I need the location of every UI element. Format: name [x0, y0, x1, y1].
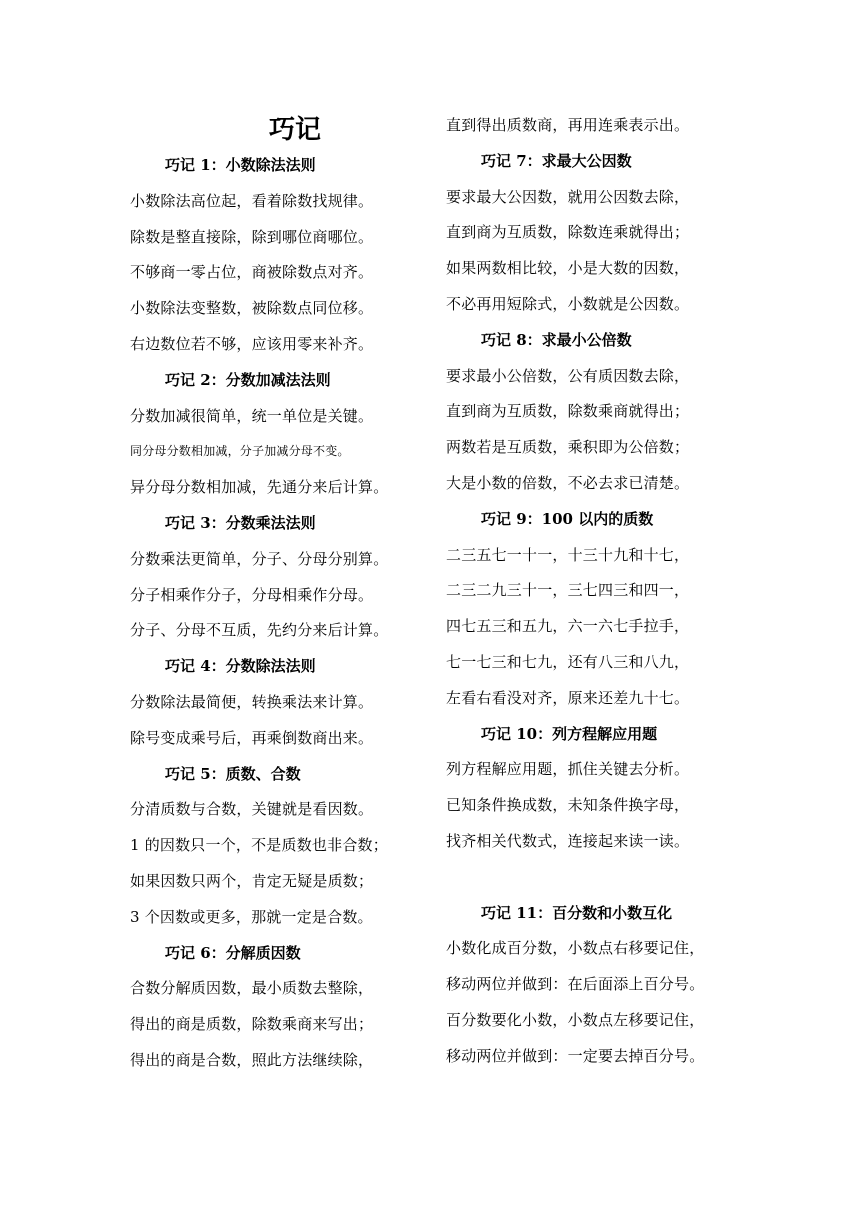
text-line: 得出的商是质数，除数乘商来写出； — [130, 1015, 374, 1034]
text-line: 分数乘法更简单，分子、分母分别算。 — [130, 549, 389, 568]
section-heading-10: 巧记 10：列方程解应用题 — [481, 724, 658, 743]
text-line: 合数分解质因数，最小质数去整除， — [130, 979, 374, 998]
text-line: 1 的因数只一个，不是质数也非合数； — [130, 836, 388, 855]
text-line: 得出的商是合数，照此方法继续除， — [130, 1050, 374, 1069]
text-line: 四七五三和五九，六一六七手拉手， — [446, 617, 690, 636]
section-heading-4: 巧记 4：分数除法法则 — [165, 657, 316, 676]
text-line: 移动两位并做到：一定要去掉百分号。 — [446, 1046, 705, 1065]
text-line: 列方程解应用题，抓住关键去分析。 — [446, 760, 690, 779]
text-line: 二三二九三十一，三七四三和四一， — [446, 581, 690, 600]
text-line: 大是小数的倍数，不必去求已清楚。 — [446, 473, 690, 492]
text-line: 如果因数只两个，肯定无疑是质数； — [130, 871, 374, 890]
text-line: 除数是整直接除，除到哪位商哪位。 — [130, 227, 374, 246]
right-column — [446, 108, 746, 1075]
text-line: 分子相乘作分子，分母相乘作分母。 — [130, 585, 374, 604]
text-line: 找齐相关代数式，连接起来读一读。 — [446, 831, 690, 850]
text-line: 分数除法最简便，转换乘法来计算。 — [130, 692, 374, 711]
left-column — [130, 148, 430, 1079]
text-line: 二三五七一十一，十三十九和十七， — [446, 545, 690, 564]
text-line: 分子、分母不互质，先约分来后计算。 — [130, 621, 389, 640]
text-line: 小数除法变整数，被除数点同位移。 — [130, 299, 374, 318]
text-line: 如果两数相比较，小是大数的因数， — [446, 259, 690, 278]
section-heading-3: 巧记 3：分数乘法法则 — [165, 513, 316, 532]
text-line: 分清质数与合数，关键就是看因数。 — [130, 800, 374, 819]
section-heading-2: 巧记 2：分数加减法法则 — [165, 370, 331, 389]
section-heading-11: 巧记 11：百分数和小数互化 — [481, 903, 673, 922]
text-line: 小数除法高位起，看着除数找规律。 — [130, 191, 374, 210]
text-line: 异分母分数相加减，先通分来后计算。 — [130, 478, 389, 497]
text-line: 两数若是互质数，乘积即为公倍数； — [446, 438, 690, 457]
section-heading-8: 巧记 8：求最小公倍数 — [481, 330, 632, 349]
text-line: 七一七三和七九，还有八三和八九， — [446, 652, 690, 671]
text-line: 右边数位若不够，应该用零来补齐。 — [130, 334, 374, 353]
text-line: 要求最小公倍数，公有质因数去除， — [446, 366, 690, 385]
blank-line — [446, 860, 746, 896]
text-line: 分数加减很简单，统一单位是关键。 — [130, 406, 374, 425]
text-line: 直到得出质数商，再用连乘表示出。 — [446, 116, 690, 134]
text-line: 已知条件换成数，未知条件换字母， — [446, 796, 690, 815]
text-line: 直到商为互质数，除数连乘就得出； — [446, 223, 690, 242]
text-line: 左看右看没对齐，原来还差九十七。 — [446, 688, 690, 707]
text-line: 除号变成乘号后，再乘倒数商出来。 — [130, 728, 374, 747]
section-heading-9: 巧记 9：100 以内的质数 — [481, 509, 654, 528]
text-line: 要求最大公因数，就用公因数去除， — [446, 187, 690, 206]
text-line: 直到商为互质数，除数乘商就得出； — [446, 402, 690, 421]
section-heading-1: 巧记 1：小数除法法则 — [165, 156, 316, 174]
text-line: 同分母分数相加减，分子加减分母不变。 — [130, 444, 350, 459]
section-heading-5: 巧记 5：质数、合数 — [165, 764, 301, 783]
page-title: 巧记 — [268, 115, 321, 145]
text-line: 百分数要化小数，小数点左移要记住， — [446, 1010, 705, 1029]
text-line: 不必再用短除式，小数就是公因数。 — [446, 294, 690, 313]
section-heading-6: 巧记 6：分解质因数 — [165, 943, 301, 962]
text-line: 移动两位并做到：在后面添上百分号。 — [446, 975, 705, 994]
text-line: 3 个因数或更多，那就一定是合数。 — [130, 907, 373, 926]
section-heading-7: 巧记 7：求最大公因数 — [481, 151, 632, 170]
text-line: 不够商一零占位，商被除数点对齐。 — [130, 263, 374, 282]
text-line: 小数化成百分数，小数点右移要记住， — [446, 939, 705, 958]
